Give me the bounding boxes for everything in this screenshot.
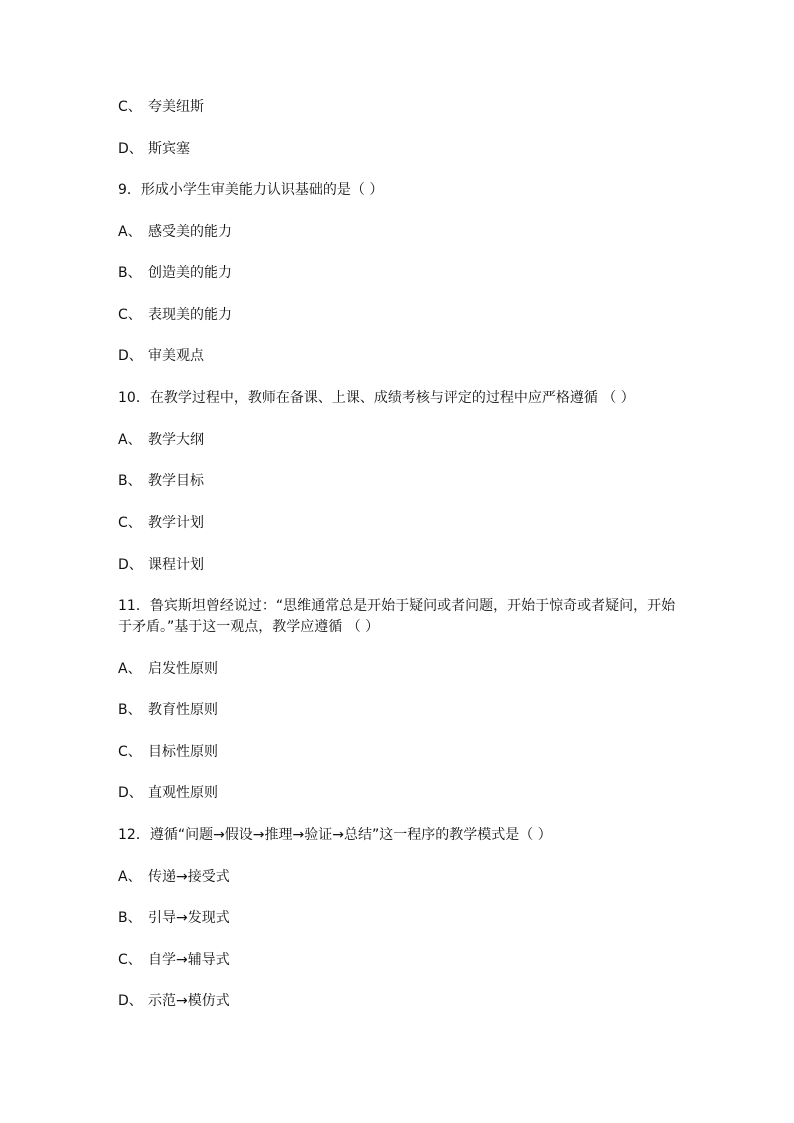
- q9-option-c: [118, 305, 232, 325]
- q8-option-d: [118, 139, 190, 159]
- option-letter: D、: [118, 993, 143, 1009]
- q11-option-d: [118, 783, 218, 803]
- q12-stem: 12．遵循“问题→假设→推理→验证→总结”这一程序的教学模式是（ ）: [118, 827, 552, 843]
- option-letter: C、: [118, 952, 142, 968]
- option-letter: C、: [118, 744, 142, 760]
- option-text: 直观性原则: [148, 785, 218, 801]
- option-text: 夸美纽斯: [148, 99, 204, 115]
- option-text: 教学计划: [148, 515, 204, 531]
- q12-option-b: [118, 908, 230, 928]
- q10-option-b: [118, 471, 204, 491]
- option-text: 表现美的能力: [148, 307, 232, 323]
- option-text: 教育性原则: [148, 702, 218, 718]
- q10-option-d: [118, 555, 204, 575]
- option-text: 教学目标: [148, 473, 204, 489]
- option-text: 自学→辅导式: [148, 952, 230, 968]
- q8-option-c: [118, 97, 204, 117]
- q12-option-d: [118, 991, 230, 1011]
- option-text: 斯宾塞: [148, 141, 190, 157]
- option-text: 传递→接受式: [148, 869, 230, 885]
- option-letter: C、: [118, 307, 142, 323]
- option-letter: D、: [118, 557, 143, 573]
- q10-option-a: [118, 430, 204, 450]
- q9-option-a: [118, 222, 232, 242]
- option-text: 引导→发现式: [148, 910, 230, 926]
- option-letter: C、: [118, 99, 142, 115]
- q12-option-c: [118, 950, 230, 970]
- option-letter: B、: [118, 910, 142, 926]
- q11-stem: 11．鲁宾斯坦曾经说过：“思维通常总是开始于疑问或者问题，开始于惊奇或者疑问，开始于矛盾。”基于这一观点，教学应遵循 （ ）: [118, 598, 676, 635]
- option-letter: A、: [118, 224, 142, 240]
- q10-stem: 10．在教学过程中，教师在备课、上课、成绩考核与评定的过程中应严格遵循 （ ）: [118, 390, 635, 406]
- option-letter: B、: [118, 265, 142, 281]
- option-letter: A、: [118, 661, 142, 677]
- option-text: 创造美的能力: [148, 265, 232, 281]
- option-letter: A、: [118, 432, 142, 448]
- q10-option-c: [118, 513, 204, 533]
- option-text: 审美观点: [148, 348, 204, 364]
- option-letter: D、: [118, 785, 143, 801]
- option-letter: D、: [118, 348, 143, 364]
- option-text: 目标性原则: [148, 744, 218, 760]
- option-letter: B、: [118, 473, 142, 489]
- q11-option-b: [118, 700, 218, 720]
- option-letter: D、: [118, 141, 143, 157]
- option-letter: C、: [118, 515, 142, 531]
- q12-option-a: [118, 867, 230, 887]
- option-text: 教学大纲: [148, 432, 204, 448]
- option-letter: B、: [118, 702, 142, 718]
- option-text: 课程计划: [148, 557, 204, 573]
- q9-stem: 9．形成小学生审美能力认识基础的是（ ）: [118, 182, 384, 198]
- q9-option-d: [118, 346, 204, 366]
- q9-option-b: [118, 263, 232, 283]
- q11-option-a: [118, 659, 218, 679]
- option-text: 示范→模仿式: [148, 993, 230, 1009]
- option-text: 启发性原则: [148, 661, 218, 677]
- q11-option-c: [118, 742, 218, 762]
- option-letter: A、: [118, 869, 142, 885]
- option-text: 感受美的能力: [148, 224, 232, 240]
